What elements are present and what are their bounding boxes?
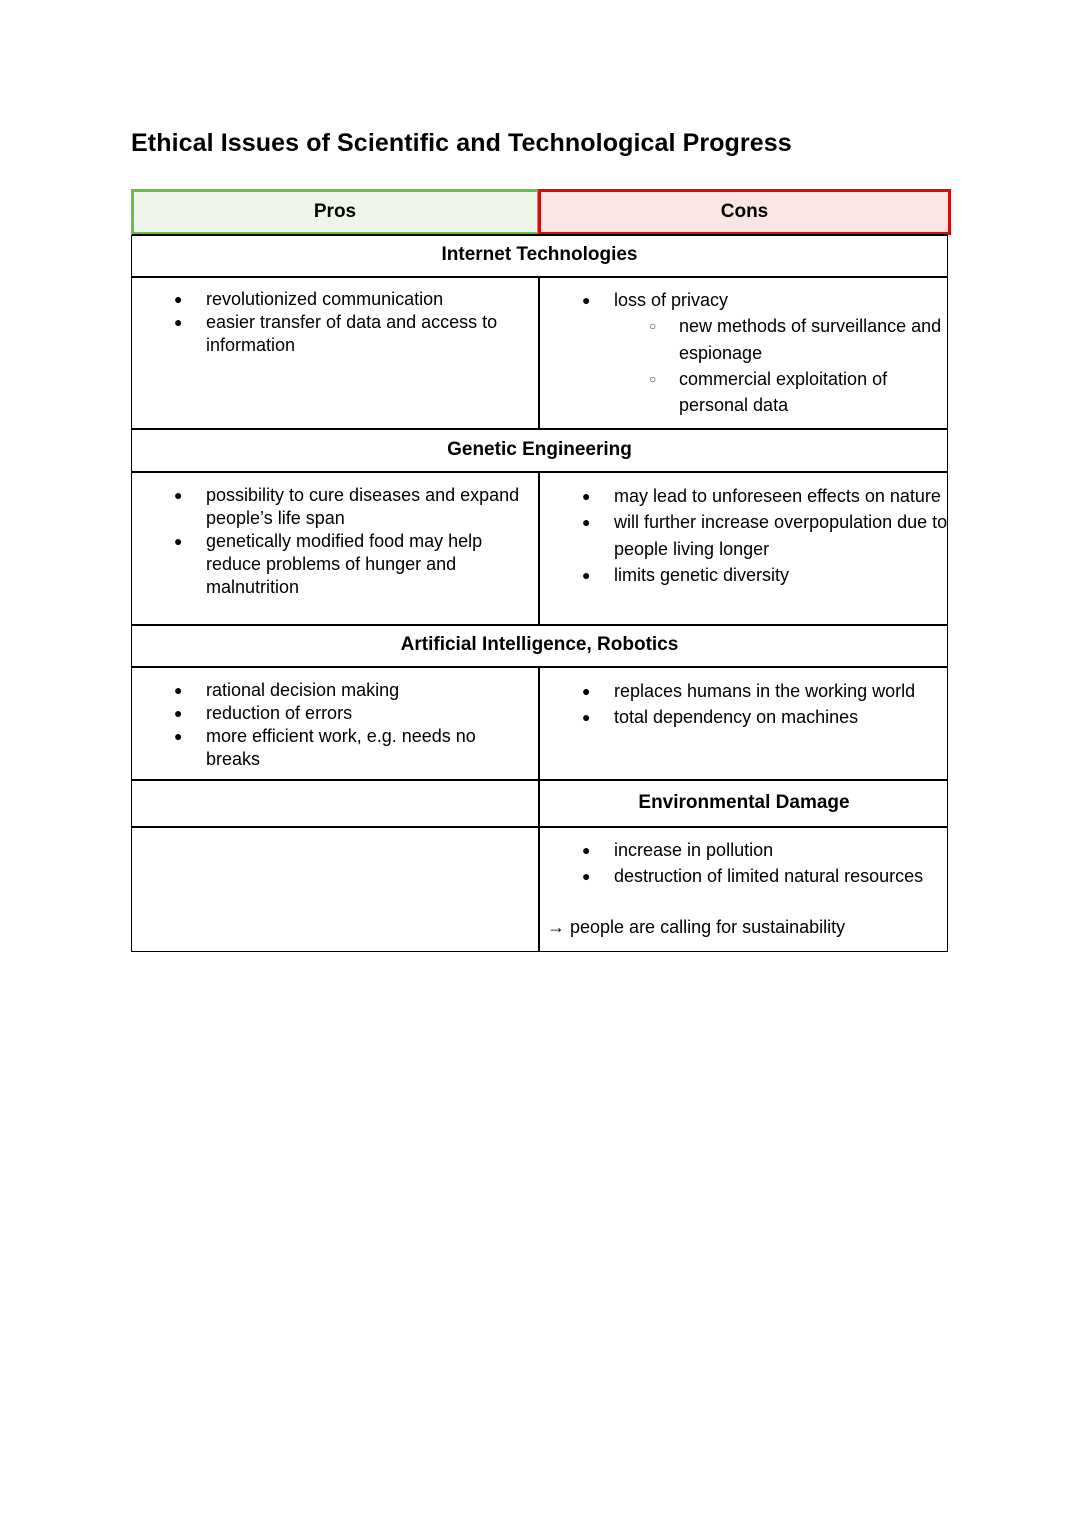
- cons-item-text: limits genetic diversity: [614, 564, 790, 585]
- pros-item: [132, 679, 532, 702]
- bullet-icon: ●: [582, 842, 591, 858]
- cons-item-text: total dependency on machines: [614, 707, 859, 728]
- cons-list-genetic: [540, 483, 948, 588]
- cons-subitem: [614, 313, 948, 366]
- row-divider: [132, 826, 947, 828]
- bullet-icon: ●: [174, 314, 183, 330]
- pros-list-ai: [132, 679, 532, 771]
- pros-item-text: genetically modified food may help reduce problems of hunger and malnutrition: [206, 531, 483, 597]
- cons-item: [540, 562, 948, 588]
- pros-item: [132, 288, 532, 311]
- cons-item-text: loss of privacy: [614, 290, 729, 310]
- pros-item: [132, 702, 532, 725]
- section-title-genetic: Genetic Engineering: [447, 438, 632, 460]
- cons-subitem: [614, 366, 948, 419]
- bullet-icon: ●: [582, 868, 591, 885]
- cons-item: [540, 483, 948, 509]
- cons-item: [540, 837, 948, 863]
- cons-item-text: replaces humans in the working world: [614, 681, 916, 701]
- cons-item-text: will further increase overpopulation due to people living longer: [614, 512, 948, 559]
- bullet-icon: ●: [174, 705, 183, 721]
- pros-item-text: more efficient work, e.g. needs no breaks: [206, 726, 476, 769]
- pros-list-genetic: [132, 484, 532, 599]
- bullet-icon: ●: [174, 487, 183, 503]
- cons-subitem-text: new methods of surveillance and espionage: [679, 316, 942, 363]
- cons-item-text: increase in pollution: [614, 840, 774, 860]
- cons-item: [540, 704, 948, 730]
- pros-item-text: rational decision making: [206, 680, 400, 700]
- pros-header: [131, 189, 540, 235]
- bullet-icon: ●: [174, 533, 183, 549]
- bullet-icon: ●: [582, 683, 591, 699]
- document-title: Ethical Issues of Scientific and Technological Progress: [131, 129, 792, 157]
- cons-item-text: may lead to unforeseen effects on nature: [614, 486, 941, 506]
- section-title-internet: Internet Technologies: [441, 244, 638, 265]
- cons-list-ai: [540, 678, 948, 731]
- bullet-icon: ●: [174, 682, 183, 698]
- pros-cons-table: [131, 189, 948, 952]
- pros-header-label: Pros: [313, 200, 357, 222]
- cons-item: [540, 863, 948, 889]
- bullet-icon: ●: [174, 728, 183, 744]
- bullet-icon: ●: [582, 514, 591, 531]
- sub-bullet-icon: ○: [649, 371, 657, 386]
- section-title-environment: Environmental Damage: [638, 791, 850, 813]
- sub-bullet-icon: ○: [649, 319, 657, 334]
- cons-item-text: destruction of limited natural resources: [614, 866, 924, 887]
- cons-item: [540, 509, 948, 562]
- cons-header-label: Cons: [720, 200, 769, 222]
- pros-item-text: revolutionized communication: [206, 289, 444, 309]
- cons-list-environment: [540, 837, 948, 890]
- cons-item: [540, 678, 948, 704]
- pros-item-text: possibility to cure diseases and expand people’s life span: [206, 485, 520, 528]
- bullet-icon: ●: [174, 291, 183, 307]
- cons-subitem-text: commercial exploitation of personal data: [679, 368, 888, 416]
- cons-header: [538, 189, 951, 235]
- pros-item: [132, 484, 532, 530]
- pros-item-text: reduction of errors: [206, 703, 353, 723]
- pros-list-internet: [132, 288, 532, 357]
- pros-item: [132, 725, 532, 771]
- pros-item: [132, 311, 532, 357]
- section-title-ai: Artificial Intelligence, Robotics: [400, 634, 679, 655]
- row-divider: [132, 666, 947, 668]
- bullet-icon: ●: [582, 488, 591, 504]
- bullet-icon: ●: [582, 709, 591, 726]
- cons-item: [540, 287, 948, 418]
- row-divider: [132, 471, 947, 473]
- pros-item-text: easier transfer of data and access to information: [206, 312, 498, 355]
- cons-list-internet: [540, 287, 948, 418]
- bullet-icon: ●: [582, 566, 591, 583]
- pros-item: [132, 530, 532, 599]
- sustainability-note: → people are calling for sustainability: [547, 917, 846, 937]
- cons-sublist: [614, 313, 948, 418]
- bullet-icon: ●: [582, 292, 591, 308]
- row-divider: [132, 276, 947, 278]
